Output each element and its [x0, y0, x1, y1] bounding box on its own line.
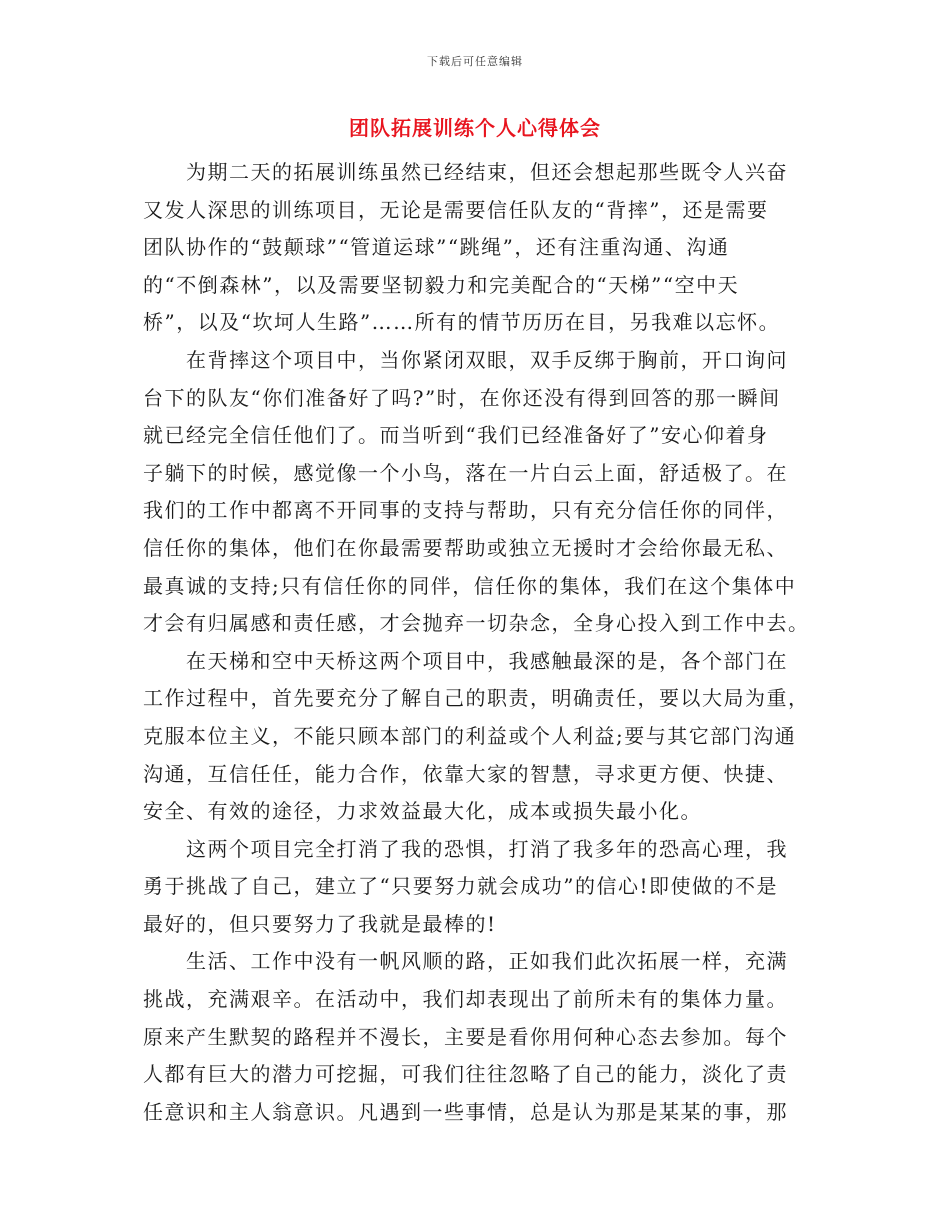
text-line: 在天梯和空中天桥这两个项目中，我感触最深的是，各个部门在 — [186, 648, 788, 673]
text-line: 人都有巨大的潜力可挖掘，可我们往往忽略了自己的能力，淡化了责 — [143, 1062, 788, 1087]
text-line: 我们的工作中都离不开同事的支持与帮助，只有充分信任你的同伴， — [143, 498, 788, 523]
document-title: 团队拓展训练个人心得体会 — [349, 116, 601, 140]
text-line: 安全、有效的途径，力求效益最大化，成本或损失最小化。 — [143, 799, 702, 824]
text-line: 才会有归属感和责任感，才会抛弃一切杂念，全身心投入到工作中去。 — [143, 611, 810, 636]
paragraph — [143, 831, 807, 944]
text-line: 克服本位主义，不能只顾本部门的利益或个人利益;要与其它部门沟通 — [143, 723, 797, 748]
text-line: 原来产生默契的路程并不漫长，主要是看你用何种心态去参加。每个 — [143, 1024, 788, 1049]
text-line: 台下的队友“你们准备好了吗?”时，在你还没有得到回答的那一瞬间 — [143, 385, 781, 410]
text-line: 在背摔这个项目中，当你紧闭双眼，双手反绑于胸前，开口询问 — [186, 347, 788, 372]
text-line: 为期二天的拓展训练虽然已经结束，但还会想起那些既令人兴奋 — [186, 160, 788, 184]
text-line: 沟通，互信任任，能力合作，依靠大家的智慧，寻求更方便、快捷、 — [143, 761, 788, 786]
text-line: 子躺下的时候，感觉像一个小鸟，落在一片白云上面，舒适极了。在 — [143, 460, 788, 485]
text-line: 信任你的集体，他们在你最需要帮助或独立无援时才会给你最无私、 — [143, 535, 788, 560]
text-line: 最真诚的支持;只有信任你的同伴，信任你的集体，我们在这个集体中 — [143, 573, 797, 598]
paragraph — [143, 643, 810, 831]
text-line: 任意识和主人翁意识。凡遇到一些事情，总是认为那是某某的事，那 — [143, 1099, 788, 1124]
text-line: 桥”，以及“坎坷人生路”……所有的情节历历在目，另我难以忘怀。 — [143, 310, 781, 335]
paragraph — [143, 342, 810, 643]
text-line: 挑战，充满艰辛。在活动中，我们却表现出了前所未有的集体力量。 — [143, 987, 788, 1012]
header-note: 下载后可任意编辑 — [427, 55, 523, 68]
text-line: 生活、工作中没有一帆风顺的路，正如我们此次拓展一样，充满 — [186, 949, 788, 974]
text-line: 最好的，但只要努力了我就是最棒的! — [143, 911, 497, 936]
paragraph — [143, 943, 807, 1131]
text-line: 勇于挑战了自己，建立了“只要努力就会成功”的信心!即使做的不是 — [143, 874, 778, 899]
paragraph — [143, 154, 807, 342]
text-line: 工作过程中，首先要充分了解自己的职责，明确责任，要以大局为重， — [143, 686, 810, 711]
text-line: 团队协作的“鼓颠球”“管道运球”“跳绳”，还有注重沟通、沟通 — [143, 235, 730, 260]
text-line: 就已经完全信任他们了。而当听到“我们已经准备好了”安心仰着身 — [143, 423, 769, 448]
document-body — [143, 154, 810, 1131]
text-line: 又发人深思的训练项目，无论是需要信任队友的“背摔”，还是需要 — [143, 197, 769, 222]
text-line: 这两个项目完全打消了我的恐惧，打消了我多年的恐高心理，我 — [186, 836, 788, 861]
text-line: 的“不倒森林”，以及需要坚韧毅力和完美配合的“天梯”“空中天 — [143, 272, 740, 297]
